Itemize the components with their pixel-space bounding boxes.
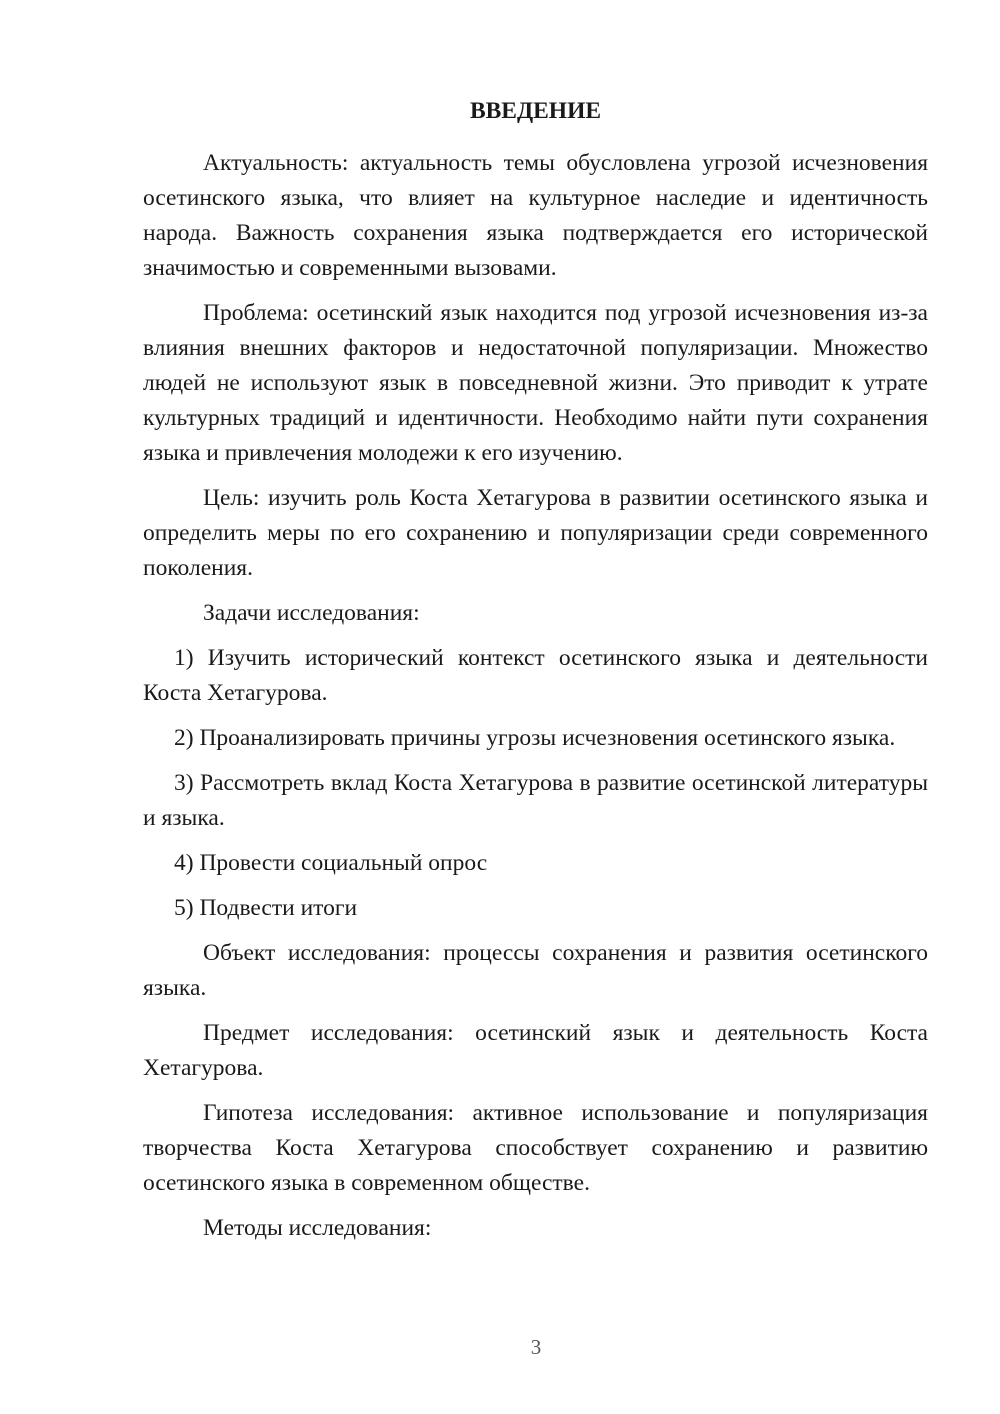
task-item: 1) Изучить исторический контекст осетинского языка и деятельности Коста Хетагурова. xyxy=(143,645,928,706)
goal-paragraph: Цель: изучить роль Коста Хетагурова в развитии осетинского языка и определить меры по его сохранению и популяризации среди современного поколения. xyxy=(143,485,928,581)
relevance-paragraph: Актуальность: актуальность темы обусловлена угрозой исчезновения осетинского языка, что влияет на культурное наследие и идентичность народа. Важность сохранения языка подтверждается его исторической значимостью и современными вызовами. xyxy=(143,150,928,281)
task-item: 3) Рассмотреть вклад Коста Хетагурова в развитие осетинской литературы и языка. xyxy=(143,770,928,831)
problem-paragraph: Проблема: осетинский язык находится под угрозой исчезновения из-за влияния внешних факторов и недостаточной популяризации. Множество людей не используют язык в повседневной жизни. Это приводит к утрате культурных традиций и идентичности. Необходимо найти пути сохранения языка и привлечения молодежи к его изучению. xyxy=(143,300,928,466)
section-heading: ВВЕДЕНИЕ xyxy=(469,98,602,124)
task-item: 4) Провести социальный опрос xyxy=(174,850,488,876)
page-number: 3 xyxy=(530,1335,542,1359)
document-body xyxy=(143,94,928,1256)
object-paragraph: Объект исследования: процессы сохранения и развития осетинского языка. xyxy=(143,940,928,1001)
methods-title: Методы исследования: xyxy=(203,1215,432,1241)
task-item: 5) Подвести итоги xyxy=(174,895,358,921)
task-item: 2) Проанализировать причины угрозы исчезновения осетинского языка. xyxy=(174,725,896,751)
tasks-title: Задачи исследования: xyxy=(203,600,420,626)
subject-paragraph: Предмет исследования: осетинский язык и деятельность Коста Хетагурова. xyxy=(143,1020,928,1081)
hypothesis-paragraph: Гипотеза исследования: активное использование и популяризация творчества Коста Хетагурова способствует сохранению и развитию осетинского языка в современном обществе. xyxy=(143,1100,928,1196)
